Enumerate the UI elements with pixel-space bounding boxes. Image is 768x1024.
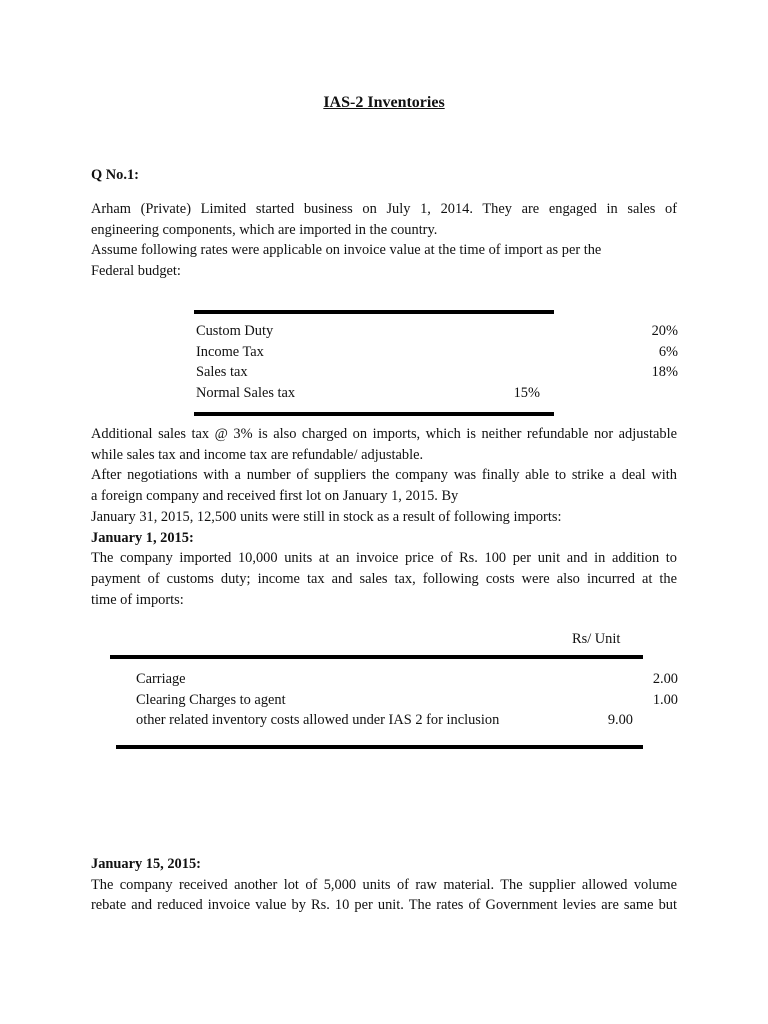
paragraph-line: while sales tax and income tax are refundable/ adjustable. <box>91 446 424 463</box>
paragraph-line: a foreign company and received first lot on January 1, 2015. By <box>91 488 459 505</box>
cost-value: 9.00 <box>607 712 633 728</box>
unit-column-header: Rs/ Unit <box>572 631 621 647</box>
intro-line: Arham (Private) Limited started business on July 1, 2014. They are engaged in sales of <box>91 201 677 217</box>
rate-label: Normal Sales tax <box>196 385 296 401</box>
paragraph-line: January 31, 2015, 12,500 units were still in stock as a result of following imports: <box>91 508 562 525</box>
cost-value: 2.00 <box>652 671 678 687</box>
paragraph-line: The company received another lot of 5,000 units of raw material. The supplier allowed volume <box>91 876 677 893</box>
page-title: IAS-2 Inventories <box>323 94 445 111</box>
paragraph-line: Additional sales tax @ 3% is also charged on imports, which is neither refundable nor adjustable <box>91 426 677 442</box>
cost-label: Carriage <box>136 671 186 687</box>
section-heading-jan-1: January 1, 2015: <box>91 529 194 546</box>
costs-table-top-rule <box>110 655 643 659</box>
paragraph-line: The company imported 10,000 units at an invoice price of Rs. 100 per unit and in addition to <box>91 550 677 567</box>
intro-line: engineering components, which are imported in the country. <box>91 221 438 238</box>
paragraph-line: payment of customs duty; income tax and sales tax, following costs were also incurred at the <box>91 570 677 587</box>
intro-paragraph <box>91 199 677 282</box>
paragraph-line: rebate and reduced invoice value by Rs. 10 per unit. The rates of Government levies are same but <box>91 897 677 914</box>
question-label: Q No.1: <box>91 167 139 183</box>
intro-line: Assume following rates were applicable on invoice value at the time of import as per the <box>91 242 602 259</box>
costs-table-bottom-rule <box>116 745 643 749</box>
section-heading-jan-15: January 15, 2015: <box>91 856 201 872</box>
rates-table-bottom-rule <box>194 412 554 416</box>
rate-label: Custom Duty <box>196 323 274 339</box>
paragraph-line: After negotiations with a number of suppliers the company was finally able to strike a deal with <box>91 467 677 484</box>
rate-value: 20% <box>651 323 678 339</box>
intro-line: Federal budget: <box>91 263 181 280</box>
rate-value: 18% <box>651 364 678 380</box>
paragraph-line: time of imports: <box>91 591 184 608</box>
rates-table-top-rule <box>194 310 554 314</box>
jan-15-paragraph <box>91 854 677 916</box>
rate-value: 15% <box>513 385 540 401</box>
rate-label: Income Tax <box>196 344 264 360</box>
cost-value: 1.00 <box>652 692 678 708</box>
additional-tax-paragraph <box>91 424 677 610</box>
cost-label: Clearing Charges to agent <box>136 692 286 708</box>
rate-value: 6% <box>658 344 678 360</box>
cost-label: other related inventory costs allowed under IAS 2 for inclusion <box>136 712 500 728</box>
rate-label: Sales tax <box>196 364 248 380</box>
